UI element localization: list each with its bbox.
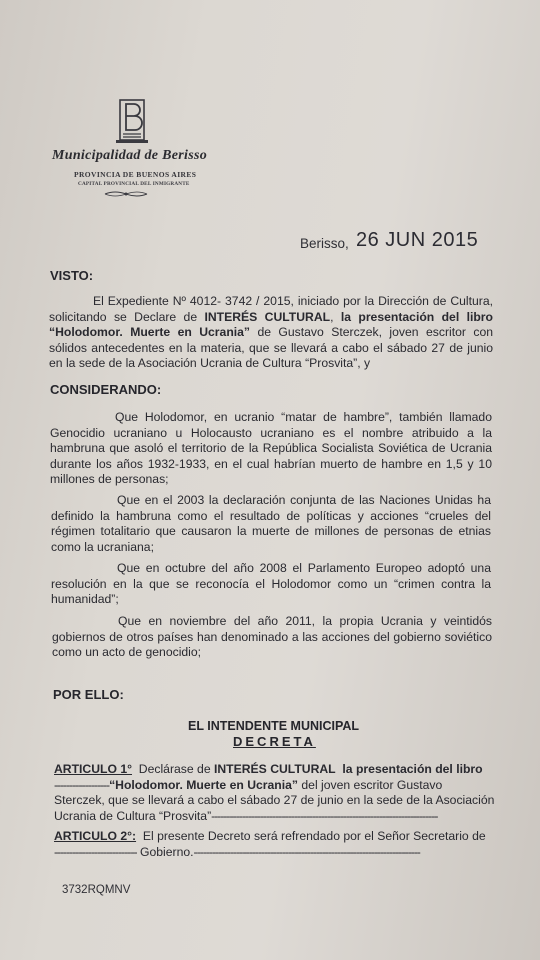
capital-subtitle: CAPITAL PROVINCIAL DEL INMIGRANTE [78, 181, 190, 187]
visto-heading: VISTO: [50, 268, 94, 283]
considerando-heading: CONSIDERANDO: [50, 382, 162, 397]
dash-filler: -------------------------------------------------------------------------- [211, 808, 438, 823]
text-line: definido la hambruna como el resultado de políticas y acciones “crueles del [51, 508, 491, 523]
municipality-name: Municipalidad de Berisso [52, 148, 207, 163]
dash-filler: ------------------ [54, 777, 110, 792]
text-fragment: Gobierno. [139, 844, 194, 859]
text-line: como un acto de genocidio; [52, 645, 202, 659]
text-fragment: “Holodomor. Muerte en Ucrania” [109, 777, 298, 792]
intendente-title: EL INTENDENTE MUNICIPAL [188, 719, 360, 733]
text-line: Que en noviembre del año 2011, la propia Ucrania y veintidós [118, 614, 492, 628]
text-fragment: del joven escritor Gustavo [301, 777, 443, 792]
considerando-paragraph-1 [50, 410, 492, 488]
considerando-paragraph-2 [51, 493, 491, 555]
text-line: millones de personas; [50, 472, 169, 486]
text-fragment: la presentación del libro [342, 762, 483, 776]
text-line: Que en el 2003 la declaración conjunta de las Naciones Unidas ha [117, 493, 491, 507]
text-fragment: Ucrania de Cultura “Prosvita” [54, 808, 212, 823]
visto-paragraph [49, 294, 493, 372]
text-fragment: El presente Decreto será refrendado por el Señor Secretario de [142, 829, 486, 843]
text-line: régimen totalitario que causaron la muerte de millones de personas de etnias [51, 524, 491, 538]
visto-line: “Holodomor. Muerte en Ucrania” de Gustavo Sterczek, joven escritor con [49, 325, 493, 339]
document-code: 3732RQMNV [62, 884, 131, 896]
text-line: durante los años 1932-1933, en el cual habrían muerto de hambre en 1,5 y 10 [50, 456, 492, 471]
por-ello-heading: POR ELLO: [53, 687, 124, 702]
text-fragment: Declárase de [138, 762, 211, 776]
text-line: Genocidio ucraniano u Holocausto ucraniano es el nombre atribuido a la [50, 425, 492, 440]
visto-line: El Expediente Nº 4012- 3742 / 2015, iniciado por la Dirección de Cultura, [93, 294, 493, 308]
text-fragment: INTERÉS CULTURAL [213, 762, 336, 776]
decreta-title: DECRETA [233, 734, 316, 749]
text-line: Que en octubre del año 2008 el Parlamento Europeo adoptó una [117, 561, 491, 575]
visto-line: sólidos antecedentes en la materia, que se llevará a cabo el sábado 27 de junio [49, 340, 493, 355]
province-name: PROVINCIA DE BUENOS AIRES [74, 170, 197, 179]
place-label: Berisso, [300, 236, 349, 251]
text-line: humanidad”; [51, 592, 119, 606]
dash-filler: --------------------------- [54, 844, 137, 859]
date-stamp: 26 JUN 2015 [356, 229, 479, 251]
considerando-paragraph-4 [52, 614, 492, 661]
text-line: Que Holodomor, en ucranio “matar de hambre”, también llamado [115, 410, 492, 424]
article-1-label: ARTICULO 1° [54, 762, 132, 776]
ornament-divider-icon [103, 190, 149, 198]
article-2-label: ARTICULO 2°: [54, 829, 137, 843]
text-line: como la ucraniana; [51, 539, 154, 554]
article-1 [54, 762, 494, 824]
visto-line: solicitando se Declare de INTERÉS CULTURAL, la presentación del libro [49, 309, 493, 324]
text-line: resolución en la que se reconocía el Holodomor como un “crimen contra la [51, 576, 491, 591]
municipal-seal-icon [114, 98, 150, 144]
text-line: hambruna que asoló el territorio de la República Socialista Soviética de Ucrania [50, 441, 492, 455]
text-line: gobiernos de otros países han denominado a las acciones del gobierno soviético [52, 629, 492, 644]
considerando-paragraph-3 [51, 561, 491, 608]
article-2 [54, 829, 494, 860]
text-line: Sterczek, que se llevará a cabo el sábado 27 de junio en la sede de la Asociación [54, 793, 495, 807]
visto-line: en la sede de la Asociación Ucrania de Cultura “Prosvita”, y [49, 356, 371, 370]
dash-filler: -------------------------------------------------------------------------- [193, 844, 420, 859]
